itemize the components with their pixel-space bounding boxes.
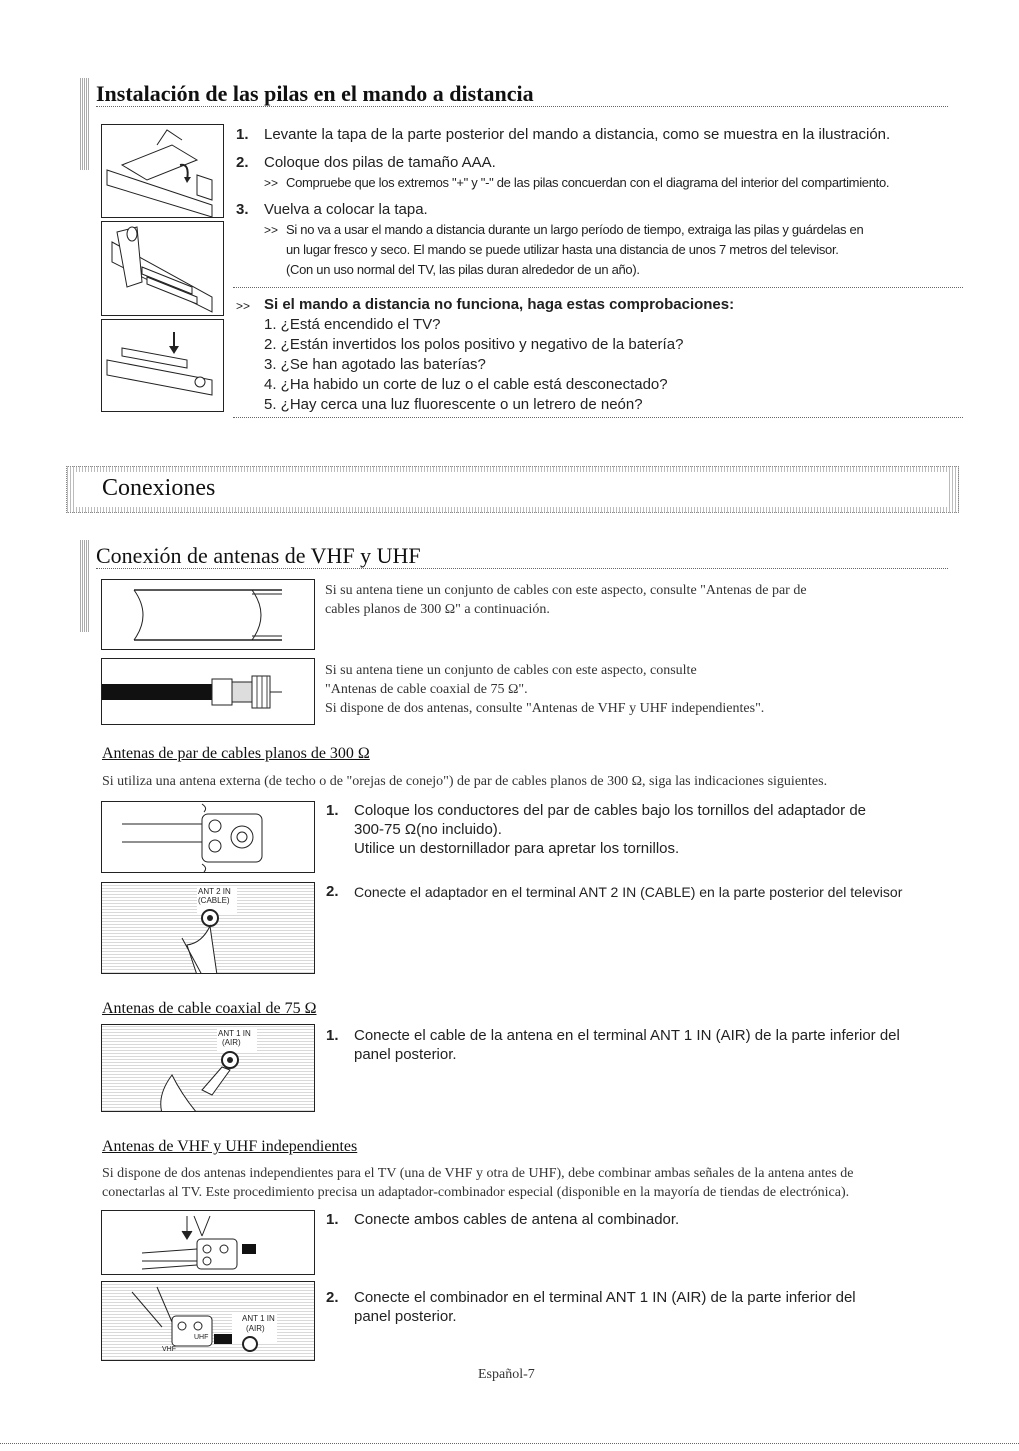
subsection-title: Antenas de par de cables planos de 300 Ω [102, 745, 370, 762]
subsection-title: Antenas de cable coaxial de 75 Ω [102, 1000, 317, 1017]
note-arrow-icon: >> [264, 223, 279, 237]
step-text: Conecte el adaptador en el terminal ANT 2 IN (CABLE) en la parte posterior del televisor [354, 884, 903, 900]
step-text: Conecte el cable de la antena en el terminal ANT 1 IN (AIR) de la parte inferior del [354, 1027, 900, 1044]
note-text: Compruebe que los extremos "+" y "-" de las pilas concuerdan con el diagrama del interior del compartimiento. [286, 175, 890, 190]
terminal-label: (AIR) [246, 1324, 265, 1333]
note-text: un lugar fresco y seco. El mando se puede utilizar hasta una distancia de unos 7 metros del televisor. [286, 242, 839, 257]
terminal-label: UHF [194, 1334, 209, 1341]
step-text: Conecte el combinador en el terminal ANT 1 IN (AIR) de la parte inferior del [354, 1289, 856, 1306]
note-text: (Con un uso normal del TV, las pilas duran alrededor de un año). [286, 262, 640, 277]
check-item: 2. ¿Están invertidos los polos positivo y negativo de la batería? [264, 336, 684, 353]
step-number: 2. [236, 154, 249, 171]
bottom-rule [0, 1443, 1019, 1444]
step-text: Levante la tapa de la parte posterior del mando a distancia, como se muestra en la ilustración. [264, 126, 891, 143]
ant1-coax-connect-illustration [101, 1024, 315, 1112]
note-arrow-icon: >> [264, 176, 279, 190]
divider [96, 106, 948, 107]
step-number: 2. [326, 1289, 339, 1306]
step-number: 1. [236, 126, 249, 143]
ant2-terminal-illustration [101, 882, 315, 974]
check-item: 1. ¿Está encendido el TV? [264, 316, 441, 333]
terminal-label: VHF [162, 1346, 176, 1353]
step-text: 300-75 Ω(no incluido). [354, 821, 502, 838]
check-item: 3. ¿Se han agotado las baterías? [264, 356, 486, 373]
note-text: Si no va a usar el mando a distancia durante un largo período de tiempo, extraiga las pilas y guárdelas en [286, 222, 864, 237]
terminal-label: (CABLE) [198, 896, 230, 905]
section-header-bar [80, 78, 89, 170]
check-item: 4. ¿Ha habido un corte de luz o el cable está desconectado? [264, 376, 668, 393]
step-text: Coloque dos pilas de tamaño AAA. [264, 154, 496, 171]
section-title-antenas: Conexión de antenas de VHF y UHF [96, 543, 421, 568]
terminal-label: ANT 1 IN [218, 1029, 251, 1038]
intro-text: Si dispone de dos antenas, consulte "Antenas de VHF y UHF independientes". [325, 701, 765, 716]
subsection-title: Antenas de VHF y UHF independientes [102, 1138, 358, 1155]
step-text: Coloque los conductores del par de cables bajo los tornillos del adaptador de [354, 802, 866, 819]
twin-lead-cable-illustration [101, 579, 315, 650]
section-header-bar [80, 540, 89, 632]
page-number: Español-7 [478, 1367, 535, 1382]
terminal-label: ANT 2 IN [198, 887, 231, 896]
combiner-illustration [101, 1210, 315, 1275]
coaxial-cable-illustration [101, 658, 315, 725]
intro-text: Si su antena tiene un conjunto de cables con este aspecto, consulte [325, 663, 697, 678]
intro-text: "Antenas de cable coaxial de 75 Ω". [325, 682, 528, 697]
step-number: 2. [326, 883, 339, 900]
divider [233, 417, 963, 418]
remote-close-cover-illustration [101, 319, 224, 412]
check-item: 5. ¿Hay cerca una luz fluorescente o un letrero de neón? [264, 396, 643, 413]
step-number: 1. [326, 1027, 339, 1044]
step-text: Conecte ambos cables de antena al combinador. [354, 1211, 680, 1228]
intro-text: Si su antena tiene un conjunto de cables con este aspecto, consulte "Antenas de par de [325, 583, 807, 598]
subsection-desc: Si dispone de dos antenas independientes para el TV (una de VHF y otra de UHF), debe combinar ambas señales de la antena antes de [102, 1166, 854, 1181]
adapter-300-75-illustration [101, 801, 315, 873]
combiner-ant1-illustration [101, 1281, 315, 1361]
terminal-label: ANT 1 IN [242, 1314, 275, 1323]
check-title: Si el mando a distancia no funciona, haga estas comprobaciones: [264, 296, 735, 313]
remote-batteries-illustration [101, 221, 224, 316]
terminal-label: (AIR) [222, 1038, 241, 1047]
subsection-desc: Si utiliza una antena externa (de techo o de "orejas de conejo") de par de cables planos de 300 Ω, siga las indicaciones siguientes. [102, 774, 828, 789]
step-text: Vuelva a colocar la tapa. [264, 201, 428, 218]
note-arrow-icon: >> [236, 299, 251, 313]
section-title-conexiones: Conexiones [102, 475, 216, 501]
remote-open-cover-illustration [101, 124, 224, 218]
divider [233, 287, 963, 288]
step-number: 1. [326, 802, 339, 819]
step-text: Utilice un destornillador para apretar los tornillos. [354, 840, 680, 857]
step-number: 3. [236, 201, 249, 218]
intro-text: cables planos de 300 Ω" a continuación. [325, 602, 550, 617]
subsection-desc: conectarlas al TV. Este procedimiento precisa un adaptador-combinador especial (disponible en la mayoría de tiendas de electrónica). [102, 1185, 850, 1200]
section-title-batteries: Instalación de las pilas en el mando a distancia [96, 81, 534, 106]
divider [96, 568, 948, 569]
step-text: panel posterior. [354, 1308, 457, 1325]
step-text: panel posterior. [354, 1046, 457, 1063]
step-number: 1. [326, 1211, 339, 1228]
